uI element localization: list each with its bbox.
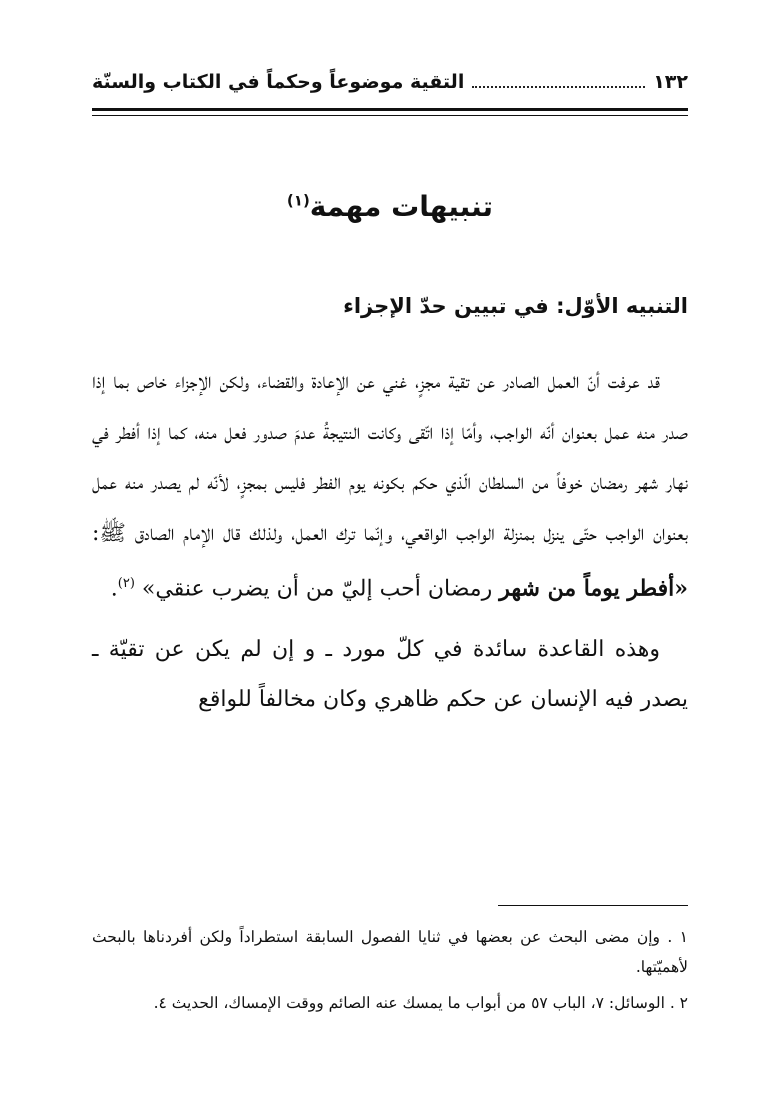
header-thin-rule [92, 115, 688, 116]
chapter-title-text: تنبيهات مهمة [309, 190, 494, 223]
header-dot-leader [472, 76, 645, 88]
body-text [92, 357, 688, 726]
footnote-1: ١ . وإن مضى البحث عن بعضها في ثنايا الفصول السابقة استطراداً ولكن أفردناها بالبحث لأهميّتها. [92, 928, 688, 976]
footnote-ref-2: (٢) [117, 576, 135, 591]
quote-rest: رمضان أحب إليّ من أن يضرب عنقي» [141, 576, 493, 602]
footnote-2: ٢ . الوسائل: ٧، الباب ٥٧ من أبواب ما يمسك عنه الصائم ووقت الإمساك، الحديث ٤. [153, 994, 688, 1012]
section-heading: التنبيه الأوّل: في تبيين حدّ الإجزاء [343, 294, 688, 318]
quote-bold: «أفطر يوماً من شهر [499, 575, 688, 602]
footnote-separator [498, 905, 688, 906]
paragraph-1-end: . [110, 576, 118, 602]
header-thick-rule [92, 108, 688, 111]
running-header [92, 62, 688, 102]
running-title: التقية موضوعاً وحكماً في الكتاب والسنّة [92, 71, 465, 93]
paragraph-2: وهذه القاعدة سائدة في كلّ مورد ـ و إن لم يكن عن تقيّة ـ يصدر فيه الإنسان عن حكم ظاهري وكان مخالفاً للواقع [92, 636, 688, 713]
chapter-title-note-ref: (١) [286, 191, 310, 210]
paragraph-1-text: قد عرفت أنّ العمل الصادر عن تقية مجزٍ، غني عن الإعادة والقضاء، ولكن الإجزاء خاص بما إذا صدر منه عمل بعنوان أنّه الواجب، وأمّا إذا اتّقى وكانت النتيجةُ عدمَ صدور فعل منه، كما إذا أفطر في نهار شهر رمضان خوفاً من السلطان الّذي حكم بكونه يوم الفطر فليس بمجزٍ، لأنّه لم يصدر منه عمل بعنوان الواجب حتّى ينزل بمنزلة الواجب الواقعي، وإنّما ترك العمل، ولذلك قال الإمام الصادق ﷺ: [92, 369, 688, 546]
footnotes [92, 922, 688, 1024]
paragraph-1 [92, 357, 688, 615]
chapter-title [0, 190, 780, 223]
page-number: ١٣٢ [653, 71, 688, 93]
